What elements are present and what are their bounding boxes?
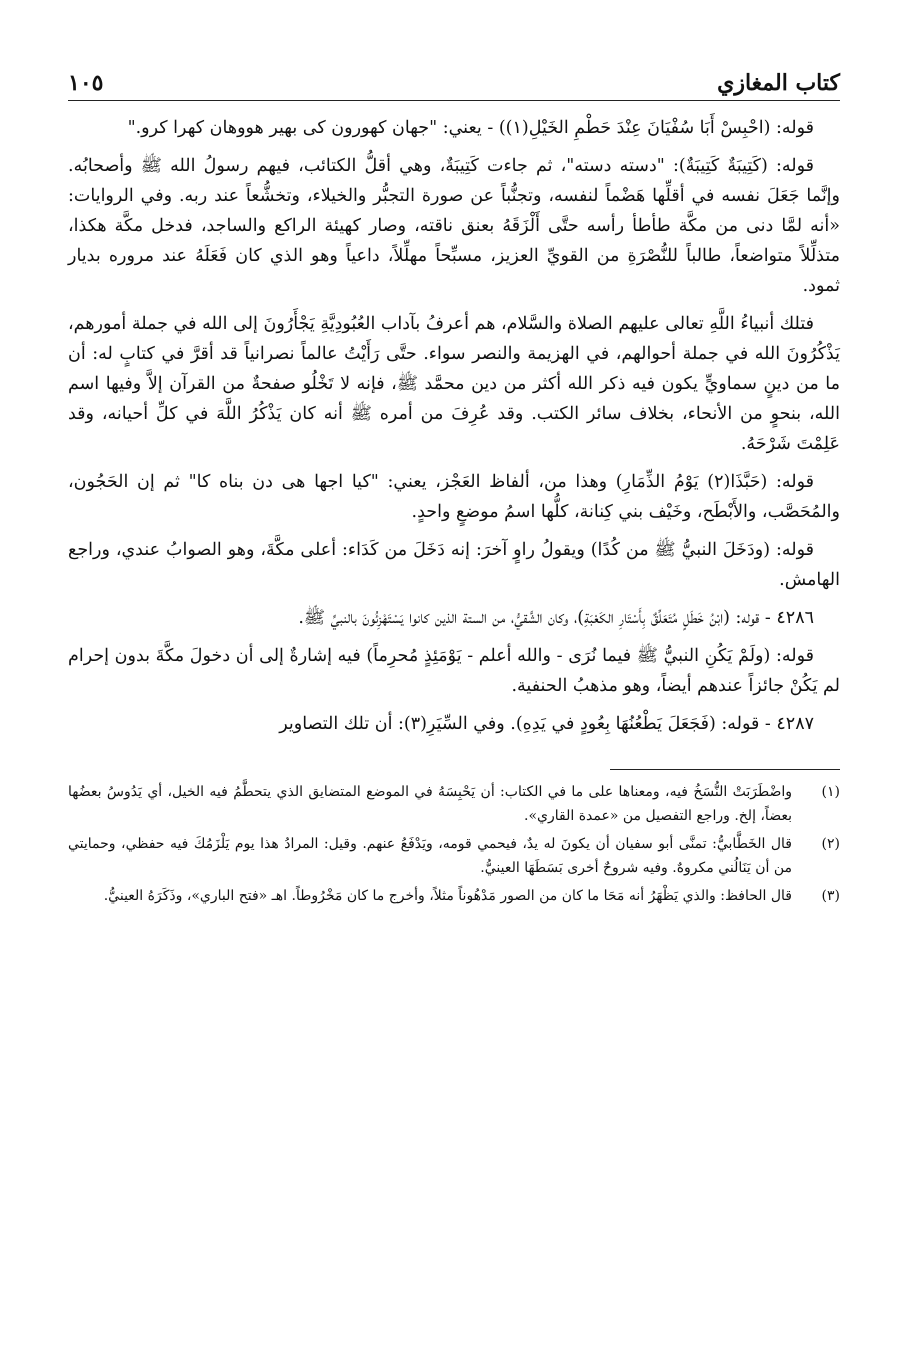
footnote-2 bbox=[68, 832, 840, 880]
footnote-text: قال الحافظ: والذي يَظْهَرُ أنه مَحَا ما كان من الصور مَدْهُوناً مثلاً، وأخرج ما كان مَخْرُوطاً. اهـ «فتح الباري»، وذَكَرَهُ العينيُّ. bbox=[103, 888, 792, 904]
footnote-text: قال الخَطَّابيُّ: تمنَّى أبو سفيان أن يكونَ له يدٌ، فيحمي قومه، ويَدْفَعُ عنهم. وقيل: المرادُ هذا يوم يَلْزَمُكَ فيه حفظي، وحمايتي من أن يَنَالُني مكروهٌ. وفيه شروحٌ أخرى بَسَطَهَا العينيُّ. bbox=[68, 836, 792, 876]
paragraph-3: فتلك أنبياءُ اللَّهِ تعالى عليهم الصلاة والسَّلام، هم أعرفُ بآداب العُبُودِيَّةِ يَجْأَرُونَ إلى الله في جملة أمورهم، يَذْكُرُونَ الله في جملة أحوالهم، في الهزيمة والنصر سواء. حتَّى رَأَيْتُ عالماً نصرانياً قد أقرَّ في كتابٍ له: أن ما من دينٍ سماويٍّ يكون فيه ذكر الله أكثر من دين محمَّد ﷺ، فإنه لا تَخْلُو صفحةٌ من القرآن إلاَّ وفيها اسم الله، بنحوٍ من الأنحاء، بخلاف سائر الكتب. وقد عُرِفَ من أمره ﷺ أنه كان يَذْكُرُ اللَّهَ في كلِّ أحيانه، وقد عَلِمْتَ شَرْحَهُ. bbox=[68, 314, 840, 454]
paragraph-5: قوله: (ودَخَلَ النبيُّ ﷺ من كُدًا) ويقولُ راوٍ آخرَ: إنه دَخَلَ من كَدَاء: أعلى مكَّةَ، وهو الصوابُ عندي، وراجع الهامش. bbox=[68, 540, 840, 590]
footnote-text: واضْطَرَبَتْ النُّسَخُ فيه، ومعناها على ما في الكتاب: أن يَحْبِسَهُ في الموضع المتضايق الذي يتحطَّمُ فيه الخيل، أي يَدُوسُ بعضُها بعضاً، إلخ. وراجع التفصيل من «عمدة القاري». bbox=[68, 784, 792, 824]
footnote-number: (٣) bbox=[821, 888, 840, 904]
running-header bbox=[68, 56, 840, 101]
paragraph-8: ٤٢٨٧ - قوله: (فَجَعَلَ يَطْعُنُهَا بِعُودٍ في يَدِهِ). وفي السِّيَرِ(٣): أن تلك التصاوير bbox=[279, 714, 814, 734]
paragraph-4: قوله: (حَبَّذَا(٢) يَوْمُ الذِّمَارِ) وهذا من، ألفاظ العَجْز، يعني: "كيا اجها هى دن بناه كا" ثم إن الحَجُون، والمُحَصَّب، والأَبْطَح، وخَيْف بني كِنانة، كلُّها اسمُ موضعٍ واحدٍ. bbox=[68, 472, 840, 522]
main-text bbox=[68, 113, 840, 739]
footnote-divider bbox=[610, 769, 840, 770]
footnote-number: (١) bbox=[821, 784, 840, 800]
footnote-number: (٢) bbox=[821, 836, 840, 852]
footnote-3 bbox=[68, 884, 840, 908]
page-number: ١٠٥ bbox=[68, 70, 104, 96]
paragraph-1: قوله: (احْبِسْ أَبَا سُفْيَانَ عِنْدَ حَطْمِ الخَيْلِ(١)) - يعني: "جهان كهورون كى بهير هووهان كهرا كرو." bbox=[127, 118, 814, 138]
paragraph-2: قوله: (كَتِيبَةٌ كَتِيبَةٌ): "دسته دسته"، ثم جاءت كَتِيبَةٌ، وهي أقلُّ الكتائب، فيهم رسولُ الله ﷺ وأصحابُه. وإنَّما جَعَلَ نفسه في أقلِّها هَضْماً لنفسه، وتجنُّباً عن صورة التجبُّر والخيلاء، وتخشُّعاً عند ربه. وفي الروايات: «أنه لمَّا دنى من مكَّة طأطأ رأسه حتَّى أَلْزَقَهُ بعنق ناقته، وصار كهيئة الراكع والساجد، فدخل مكَّة هكذا، متذلِّلاً متواضعاً، طالباً للنُّصْرَةِ من القويِّ العزيز، مسبِّحاً مهلِّلاً، داعياً وهو الذي كان فَعَلَهُ عند مروره بديار ثمود. bbox=[68, 156, 840, 296]
paragraph-6: ٤٢٨٦ - قوله: (ابْنُ خَطَلٍ مُتَعَلِّقٌ بِأَسْتَارِ الكَعْبَةِ)، وكان الشَّقيُّ، من الستة الذين كانوا يَسْتَهْزِئُونَ بالنبيِّ ﷺ. bbox=[298, 608, 814, 628]
paragraph-7: قوله: (ولَمْ يَكُنِ النبيُّ ﷺ فيما نُرَى - والله أعلم - يَوْمَئِذٍ مُحرِماً) فيه إشارةٌ إلى أن دخولَ مكَّةَ بدون إحرام لم يَكُنْ جائزاً عندهم أيضاً، وهو مذهبُ الحنفية. bbox=[68, 646, 840, 696]
footnote-1 bbox=[68, 780, 840, 828]
book-title: كتاب المغازي bbox=[717, 70, 840, 96]
footnotes bbox=[68, 780, 840, 908]
